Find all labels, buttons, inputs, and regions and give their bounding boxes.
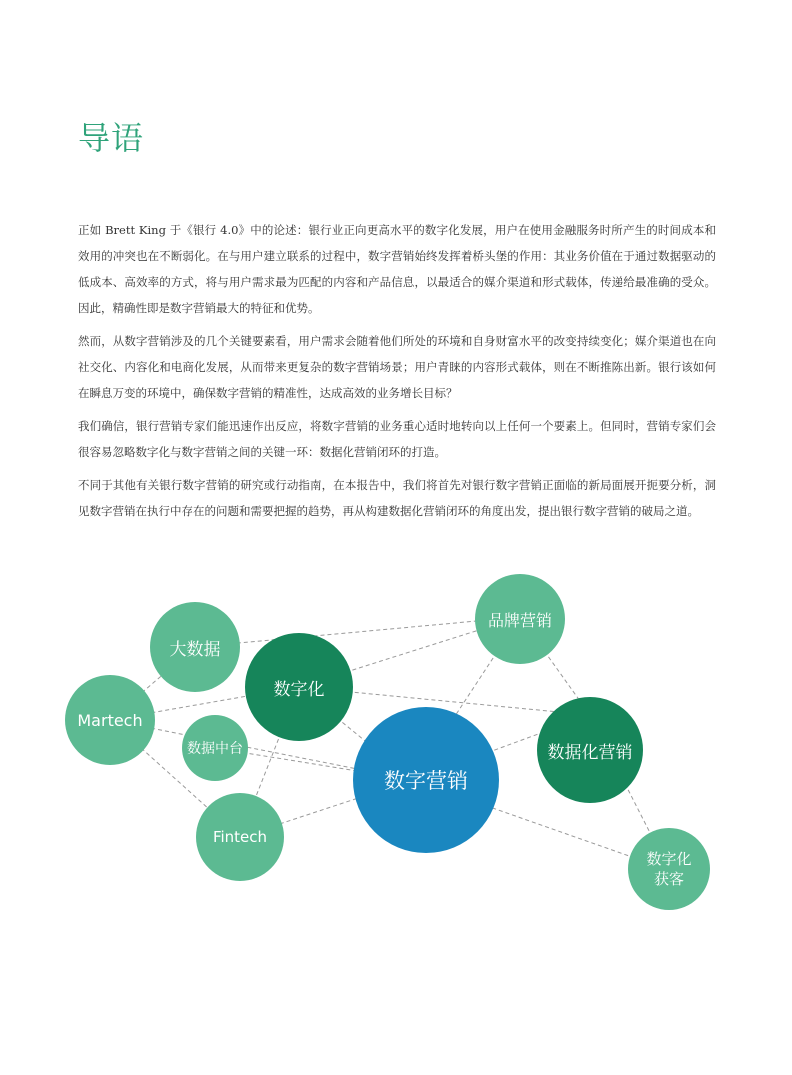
line-bigdata-brand [195,617,520,647]
page-title: 导语 [78,119,145,158]
node-martech: Martech [65,675,155,765]
paragraph-3: 我们确信，银行营销专家们能迅速作出反应，将数字营销的业务重心适时地转向以上任何一个要素上。但同时，营销专家们会很容易忽略数字化与数字营销之间的关键一环：数据化营销闭环的打造。 [78,419,716,459]
node-data-platform: 数据中台 [182,715,248,781]
concept-diagram [70,565,730,905]
node-digital-marketing: 数字营销 [353,707,499,853]
node-big-data: 大数据 [150,602,240,692]
node-digitalization: 数字化 [245,633,353,741]
paragraph-4: 不同于其他有关银行数字营销的研究或行动指南，在本报告中，我们将首先对银行数字营销正面临的新局面展开扼要分析，洞见数字营销在执行中存在的问题和需要把握的趋势，再从构建数据化营销闭环的角度出发，提出银行数字营销的破局之道。 [78,478,716,518]
node-digital-acquisition: 数字化 获客 [628,828,710,910]
paragraph-2: 然而，从数字营销涉及的几个关键要素看，用户需求会随着他们所处的环境和自身财富水平的改变持续变化；媒介渠道也在向社交化、内容化和电商化发展，从而带来更复杂的数字营销场景；用户青睐的内容形式载体，则在不断推陈出新。银行该如何在瞬息万变的环境中，确保数字营销的精准性，达成高效的业务增长目标？ [78,334,716,400]
node-data-marketing: 数据化营销 [537,697,643,803]
paragraph-1: 正如 Brett King 于《银行 4.0》中的论述：银行业正向更高水平的数字化发展，用户在使用金融服务时所产生的时间成本和效用的冲突也在不断弱化。在与用户建立联系的过程中，数字营销始终发挥着桥头堡的作用：其业务价值在于通过数据驱动的低成本、高效率的方式，将与用户需求最为匹配的内容和产品信息，以最适合的媒介渠道和形式载体，传递给最准确的受众。因此，精确性即是数字营销最大的特征和优势。 [78,223,716,315]
node-brand-marketing: 品牌营销 [475,574,565,664]
node-fintech: Fintech [196,793,284,881]
intro-text [78,217,716,531]
